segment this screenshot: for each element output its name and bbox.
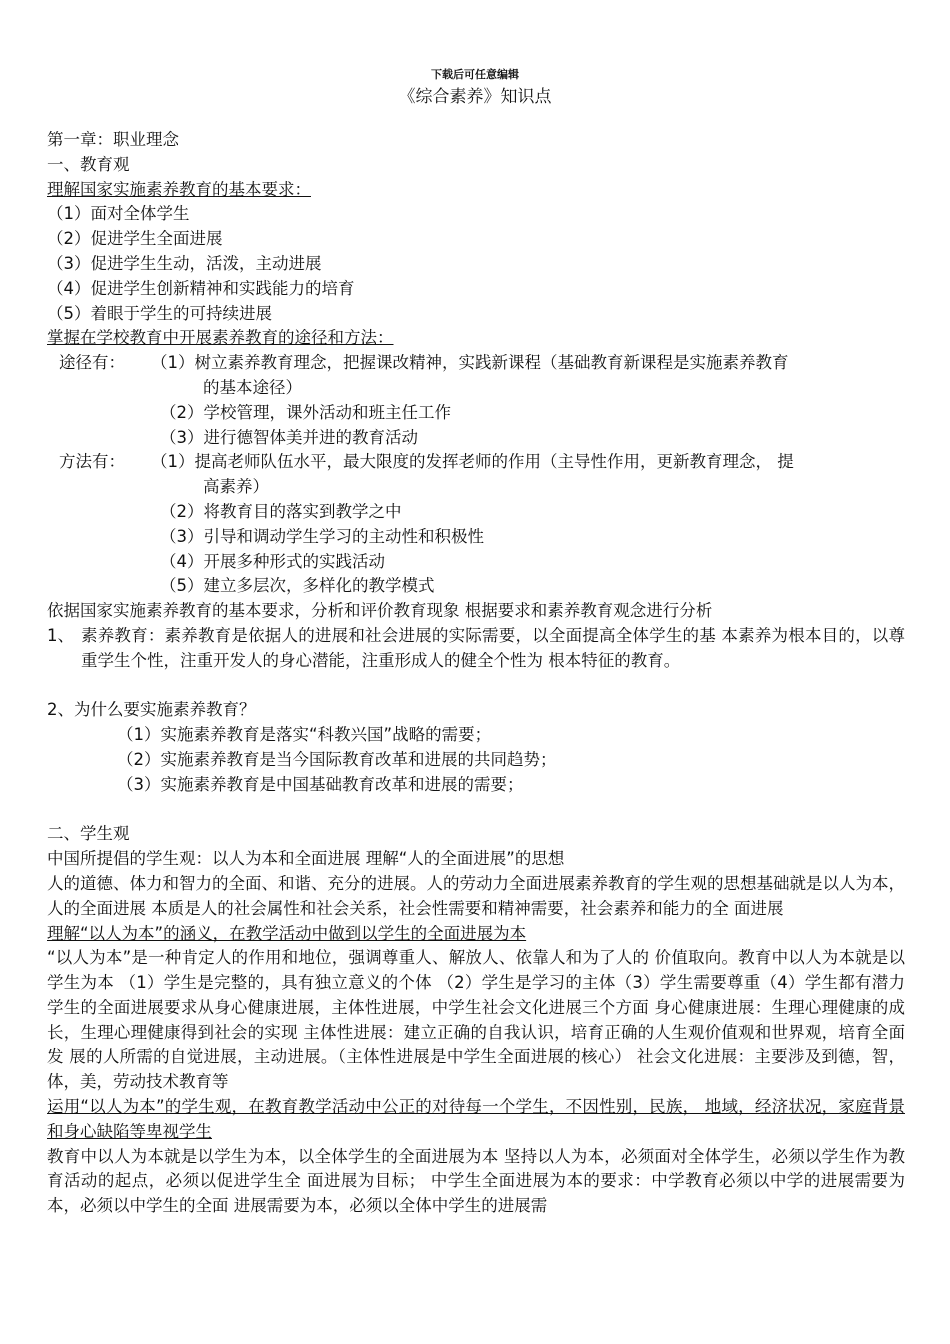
requirement-item: （1）面对全体学生	[47, 204, 190, 224]
requirement-item: （4）促进学生创新精神和实践能力的培育	[47, 278, 355, 298]
why-item: （3）实施素养教育是中国基础教育改革和进展的需要；	[117, 774, 524, 794]
requirement-item: （5）着眼于学生的可持续进展	[47, 303, 272, 323]
methods-item: （5）建立多层次，多样化的教学模式	[160, 576, 435, 596]
requirements-heading: 理解国家实施素养教育的基本要求：	[47, 179, 311, 199]
methods-item: （1）提高老师队伍水平，最大限度的发挥老师的作用（主导性作用，更新教育理念， 提	[151, 452, 794, 472]
requirement-item: （3）促进学生生动，活泼，主动进展	[47, 253, 322, 273]
people-oriented-paragraph: “以人为本”是一种肯定人的作用和地位，强调尊重人、解放人、依靠人和为了人的 价值取向。教育中以人为本就是以学生为本 （1）学生是完整的，具有独立意义的个体 （2）学生是学习的主体（3）学生需要尊重（4）学生都有潜力 学生的全面进展要求从身心健康进展，主体性进展，中学生社会文化进展三个方面 身心健康进展：生理心理健康的成长，生理心理健康得到社会的实现 主体性进展：建立正确的自我认识，培育正确的人生观价值观和世界观，培育全面发 展的人所需的自觉进展，主动进展。（主体性进展是中学生全面进展的核心） 社会文化进展：主要涉及到德，智，体，美，劳动技术教育等	[47, 948, 905, 1092]
document-title: 《综合素养》知识点	[398, 87, 552, 107]
chapter-heading: 第一章：职业理念	[47, 130, 179, 149]
section-heading-2: 二、学生观	[47, 824, 130, 844]
methods-item: （3）引导和调动学生学习的主动性和积极性	[160, 526, 484, 546]
why-heading: 2、为什么要实施素养教育？	[47, 700, 256, 720]
definition-text: 素养教育：素养教育是依据人的进展和社会进展的实际需要，以全面提高全体学生的基 本素养为根本目的，以尊重学生个性，注重开发人的身心潜能，注重形成人的健全个性为 根本特征的教育。	[81, 625, 905, 670]
section-heading-1: 一、教育观	[47, 154, 130, 174]
methods-item: （4）开展多种形式的实践活动	[160, 551, 385, 571]
ways-label: 途径有：	[59, 353, 125, 373]
underlined-heading: 理解“以人为本”的涵义，在教学活动中做到以学生的全面进展为本	[47, 923, 527, 943]
ways-item: （2）学校管理，课外活动和班主任工作	[160, 402, 451, 422]
ways-item-continued: 的基本途径）	[203, 377, 302, 397]
document-body	[47, 128, 905, 1219]
ways-item: （3）进行德智体美并进的教育活动	[160, 427, 418, 447]
underlined-heading: 运用“以人为本”的学生观，在教育教学活动中公正的对待每一个学生，不因性别，民族， 地域，经济状况，家庭背景和身心缺陷等卑视学生	[47, 1097, 905, 1141]
methods-item: （2）将教育目的落实到教学之中	[160, 501, 402, 521]
methods-item-continued: 高素养）	[203, 477, 269, 497]
definition-item	[47, 624, 905, 674]
requirement-item: （2）促进学生全面进展	[47, 229, 223, 249]
methods-label: 方法有：	[59, 452, 125, 472]
why-item: （1）实施素养教育是落实“科教兴国”战略的需要；	[117, 725, 492, 745]
student-view-line: 中国所提倡的学生观：以人为本和全面进展 理解“人的全面进展”的思想	[47, 849, 565, 869]
why-item: （2）实施素养教育是当今国际教育改革和进展的共同趋势；	[117, 749, 557, 769]
analysis-line: 依据国家实施素养教育的基本要求，分析和评价教育现象 根据要求和素养教育观念进行分析	[47, 601, 713, 621]
editable-note: 下载后可任意编辑	[431, 68, 519, 81]
ways-item: （1）树立素养教育理念，把握课改精神，实践新课程（基础教育新课程是实施素养教育	[151, 353, 789, 373]
final-paragraph: 教育中以人为本就是以学生为本，以全体学生的全面进展为本 坚持以人为本，必须面对全体学生，必须以学生作为教育活动的起点，必须以促进学生全 面进展为目标； 中学生全面进展为本的要求：中学教育必须以中学的进展需要为本，必须以中学生的全面 进展需要为本，必须以全体中学生的进展需	[47, 1146, 905, 1216]
methods-heading: 掌握在学校教育中开展素养教育的途径和方法：	[47, 328, 394, 348]
definition-marker: 1、	[47, 625, 74, 645]
development-paragraph: 人的道德、体力和智力的全面、和谐、充分的进展。人的劳动力全面进展素养教育的学生观的思想基础就是以人为本，人的全面进展 本质是人的社会属性和社会关系，社会性需要和精神需要，社会素养和能力的全 面进展	[47, 873, 905, 918]
